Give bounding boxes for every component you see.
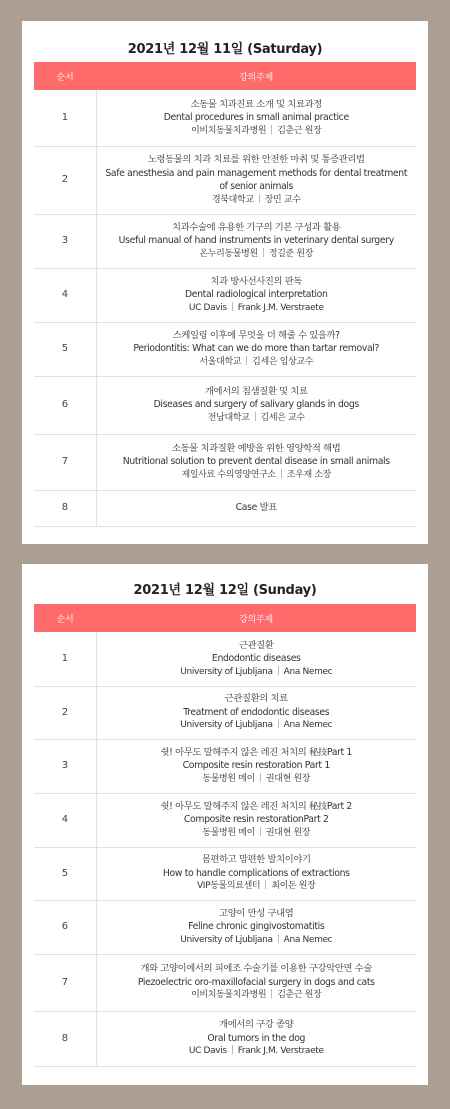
- speaker-name: Frank J.M. Verstraete: [237, 1046, 324, 1057]
- session-topic: [96, 434, 416, 490]
- separator: [265, 880, 266, 889]
- speaker-name: 권대현 원장: [265, 827, 311, 838]
- topic-korean: 치과수술에 유용한 기구의 기본 구성과 활용: [172, 221, 341, 233]
- table-row: [34, 90, 416, 146]
- speaker-affiliation: VIP동물의료센터: [197, 881, 261, 892]
- header-order: 순서: [34, 62, 96, 90]
- topic-english: Endodontic diseases: [211, 653, 301, 664]
- speaker-name: 권대현 원장: [265, 773, 311, 784]
- speaker-name: Ana Nemec: [283, 934, 333, 945]
- speaker-name: 최이돈 원장: [271, 881, 316, 892]
- table-row: [34, 1011, 416, 1066]
- table-row: [34, 146, 416, 214]
- separator: [232, 1045, 233, 1054]
- separator: [271, 989, 272, 998]
- speaker-info: [103, 194, 411, 208]
- session-topic: [96, 847, 416, 900]
- session-number: 1: [34, 632, 96, 686]
- table-row: [34, 214, 416, 268]
- speaker-info: [103, 827, 411, 841]
- speaker-info: [103, 412, 411, 426]
- session-topic: [96, 1011, 416, 1066]
- topic-english: Composite resin restorationPart 2: [183, 814, 329, 826]
- speaker-affiliation: 동물병원 메이: [202, 827, 255, 838]
- session-number: 2: [34, 146, 96, 214]
- table-row: [34, 376, 416, 434]
- table-row: [34, 322, 416, 376]
- topic-korean: 소동물 치과진료 소개 및 치료과정: [190, 98, 322, 110]
- separator: [271, 125, 272, 134]
- session-number: 5: [34, 322, 96, 376]
- session-number: 8: [34, 490, 96, 526]
- speaker-name: Ana Nemec: [283, 666, 333, 677]
- topic-korean: 쉿! 아무도 말해주지 않은 레진 처치의 秘技Part 2: [160, 800, 352, 812]
- session-topic: [96, 793, 416, 847]
- session-topic: [96, 490, 416, 526]
- separator: [278, 719, 279, 728]
- session-topic: [96, 214, 416, 268]
- session-number: 5: [34, 847, 96, 900]
- topic-korean: 노령동물의 치과 치료를 위한 안전한 마취 및 통증관리법: [147, 154, 365, 165]
- speaker-name: Ana Nemec: [283, 720, 333, 731]
- speaker-affiliation: 이비치동물치과병원: [191, 125, 267, 136]
- separator: [232, 302, 233, 311]
- session-number: 6: [34, 376, 96, 434]
- topic-english: Dental radiological interpretation: [184, 289, 328, 301]
- header-order: 순서: [34, 604, 96, 632]
- session-number: 1: [34, 90, 96, 146]
- day-title: 2021년 12월 11일 (Saturday): [127, 42, 323, 57]
- table-body: [34, 632, 416, 1066]
- session-topic: [96, 90, 416, 146]
- separator: [259, 194, 260, 203]
- speaker-name: Frank J.M. Verstraete: [237, 302, 324, 313]
- session-topic: [96, 268, 416, 322]
- speaker-affiliation: 동물병원 메이: [202, 773, 255, 784]
- speaker-name: 정길준 원장: [268, 248, 314, 259]
- topic-english: How to handle complications of extractions: [162, 867, 350, 879]
- speaker-info: [103, 773, 411, 787]
- table-row: [34, 434, 416, 490]
- session-topic: [96, 632, 416, 686]
- speaker-affiliation: 온누리동물병원: [199, 248, 258, 259]
- separator: [260, 827, 261, 836]
- session-topic: [96, 686, 416, 739]
- schedule-table: [34, 62, 416, 527]
- separator: [278, 666, 279, 675]
- topic-korean: 스케일링 이후에 무엇을 더 해줄 수 있을까?: [172, 329, 340, 341]
- table-row: [34, 632, 416, 686]
- speaker-name: 김춘근 원장: [277, 125, 322, 136]
- table-row: [34, 900, 416, 954]
- topic-english: Safe anesthesia and pain management methods for dental treatment of senior animals: [105, 167, 408, 192]
- speaker-info: [103, 356, 411, 370]
- topic-english: Treatment of endodontic diseases: [183, 706, 330, 718]
- speaker-info: [103, 302, 411, 316]
- topic-korean: 개에서의 구강 종양: [219, 1019, 294, 1031]
- speaker-info: [103, 934, 411, 948]
- separator: [255, 412, 256, 421]
- schedule-card-saturday: [22, 21, 428, 544]
- separator: [263, 248, 264, 257]
- topic-english: Piezoelectric oro-maxillofacial surgery in dogs and cats: [137, 976, 375, 988]
- day-title: 2021년 12월 12일 (Sunday): [133, 583, 317, 598]
- session-topic: [96, 900, 416, 954]
- session-topic: [96, 739, 416, 793]
- table-row: [34, 739, 416, 793]
- topic-english: Oral tumors in the dog: [207, 1032, 306, 1044]
- topic-korean: 몸편하고 맘편한 발치이야기: [201, 854, 311, 866]
- session-number: 6: [34, 900, 96, 954]
- speaker-affiliation: University of Ljubljana: [180, 934, 273, 945]
- speaker-affiliation: University of Ljubljana: [180, 666, 273, 677]
- separator: [260, 773, 261, 782]
- speaker-info: [103, 666, 411, 680]
- table-row: [34, 686, 416, 739]
- speaker-info: [103, 989, 411, 1003]
- table-row: [34, 847, 416, 900]
- schedule-card-sunday: [22, 564, 428, 1085]
- speaker-affiliation: 전남대학교: [207, 412, 250, 423]
- speaker-name: 김세은 교수: [260, 412, 305, 423]
- speaker-info: [103, 248, 411, 262]
- speaker-info: [103, 719, 411, 733]
- speaker-affiliation: UC Davis: [188, 1046, 227, 1057]
- topic-english: Dental procedures in small animal practice: [163, 112, 349, 123]
- speaker-name: 조우재 소장: [286, 469, 332, 480]
- speaker-info: [103, 469, 411, 483]
- session-number: 4: [34, 268, 96, 322]
- table-row: [34, 954, 416, 1011]
- topic-korean: 근관질환의 치료: [224, 693, 288, 705]
- speaker-name: 김세은 임상교수: [252, 356, 314, 367]
- topic-korean: 쉿! 아무도 말해주지 않은 레진 처치의 秘技Part 1: [160, 746, 352, 758]
- table-body: [34, 90, 416, 526]
- topic-korean: 근관질환: [238, 639, 274, 651]
- session-topic: [96, 954, 416, 1011]
- session-topic: [96, 322, 416, 376]
- topic-english: Feline chronic gingivostomatitis: [188, 921, 325, 933]
- table-row: [34, 268, 416, 322]
- speaker-name: 장민 교수: [264, 194, 301, 205]
- speaker-affiliation: UC Davis: [188, 302, 227, 313]
- separator: [281, 469, 282, 478]
- speaker-affiliation: 경북대학교: [211, 194, 254, 205]
- speaker-info: [103, 880, 411, 894]
- topic-english: Composite resin restoration Part 1: [182, 760, 330, 772]
- table-header: [34, 62, 416, 90]
- session-number: 2: [34, 686, 96, 739]
- table-row: [34, 490, 416, 526]
- topic-english: Diseases and surgery of salivary glands in dogs: [153, 399, 359, 411]
- header-topic: 강의주제: [96, 62, 416, 90]
- topic-english: Useful manual of hand instruments in veterinary dental surgery: [118, 235, 394, 247]
- topic-korean: 치과 방사선사진의 판독: [210, 275, 303, 287]
- session-number: 3: [34, 739, 96, 793]
- topic-korean: 개에서의 침샘질환 및 치료: [204, 385, 308, 397]
- speaker-affiliation: 서울대학교: [199, 356, 242, 367]
- topic-korean: 고양이 만성 구내염: [219, 907, 294, 919]
- table-header: [34, 604, 416, 632]
- table-row: [34, 793, 416, 847]
- session-number: 3: [34, 214, 96, 268]
- speaker-info: [103, 125, 411, 139]
- topic-korean: 소동물 치과질환 예방을 위한 영양학적 해법: [172, 442, 341, 454]
- topic-korean: 개와 고양이에서의 피에조 수술기를 이용한 구강악안면 수술: [140, 963, 372, 975]
- separator: [246, 356, 247, 365]
- speaker-info: [103, 1045, 411, 1059]
- session-topic: [96, 146, 416, 214]
- topic-english: Nutritional solution to prevent dental disease in small animals: [122, 456, 390, 468]
- separator: [278, 934, 279, 943]
- speaker-name: 김춘근 원장: [277, 990, 322, 1001]
- speaker-affiliation: University of Ljubljana: [180, 720, 273, 731]
- header-topic: 강의주제: [96, 604, 416, 632]
- session-topic: [96, 376, 416, 434]
- session-number: 4: [34, 793, 96, 847]
- session-number: 8: [34, 1011, 96, 1066]
- speaker-affiliation: 제일사료 수의영양연구소: [181, 469, 276, 480]
- session-number: 7: [34, 434, 96, 490]
- topic-english: Periodontitis: What can we do more than tartar removal?: [133, 343, 380, 355]
- session-number: 7: [34, 954, 96, 1011]
- schedule-table: [34, 604, 416, 1067]
- speaker-affiliation: 이비치동물치과병원: [191, 990, 267, 1001]
- topic-korean: Case 발표: [235, 502, 277, 514]
